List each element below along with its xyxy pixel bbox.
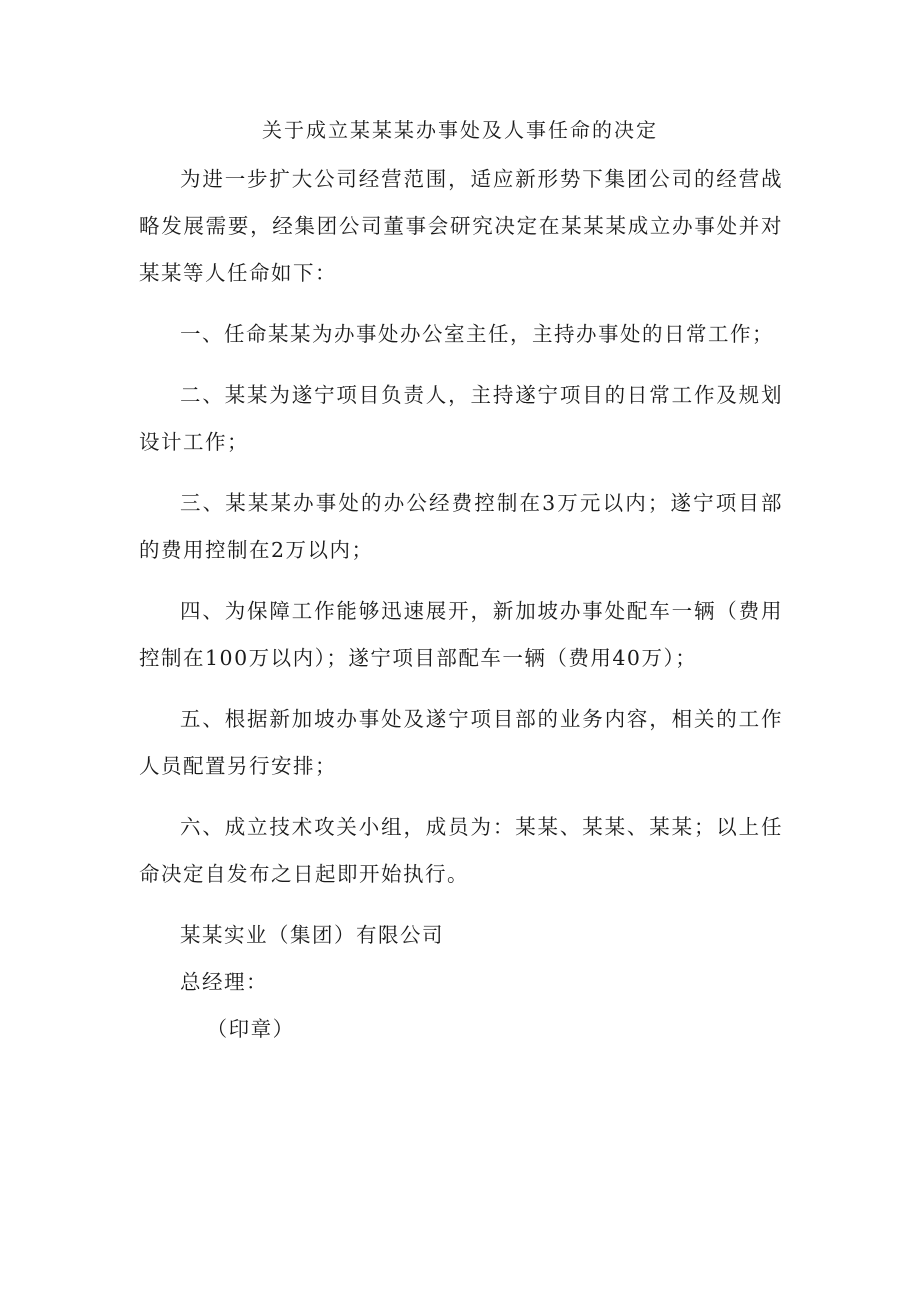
intro-paragraph: 为进一步扩大公司经营范围，适应新形势下集团公司的经营战略发展需要，经集团公司董事会研究决定在某某某成立办事处并对某某等人任命如下： bbox=[139, 167, 783, 285]
document-title: 关于成立某某某办事处及人事任命的决定 bbox=[262, 118, 658, 142]
seal-label: （印章） bbox=[206, 1017, 295, 1041]
manager-label: 总经理： bbox=[180, 970, 268, 994]
item-paragraph-2: 二、某某为遂宁项目负责人，主持遂宁项目的日常工作及规划设计工作； bbox=[139, 383, 783, 454]
document-body bbox=[139, 156, 783, 1053]
item-paragraph-5: 五、根据新加坡办事处及遂宁项目部的业务内容，相关的工作人员配置另行安排； bbox=[139, 707, 783, 778]
item-paragraph-3: 三、某某某办事处的办公经费控制在3万元以内；遂宁项目部的费用控制在2万以内； bbox=[139, 491, 783, 562]
item-paragraph-1: 一、任命某某为办事处办公室主任，主持办事处的日常工作； bbox=[180, 322, 774, 346]
item-paragraph-4: 四、为保障工作能够迅速展开，新加坡办事处配车一辆（费用控制在100万以内）；遂宁项目部配车一辆（费用40万）； bbox=[139, 599, 783, 670]
company-signature: 某某实业（集团）有限公司 bbox=[180, 923, 444, 947]
item-paragraph-6: 六、成立技术攻关小组，成员为：某某、某某、某某；以上任命决定自发布之日起即开始执行。 bbox=[139, 815, 783, 886]
